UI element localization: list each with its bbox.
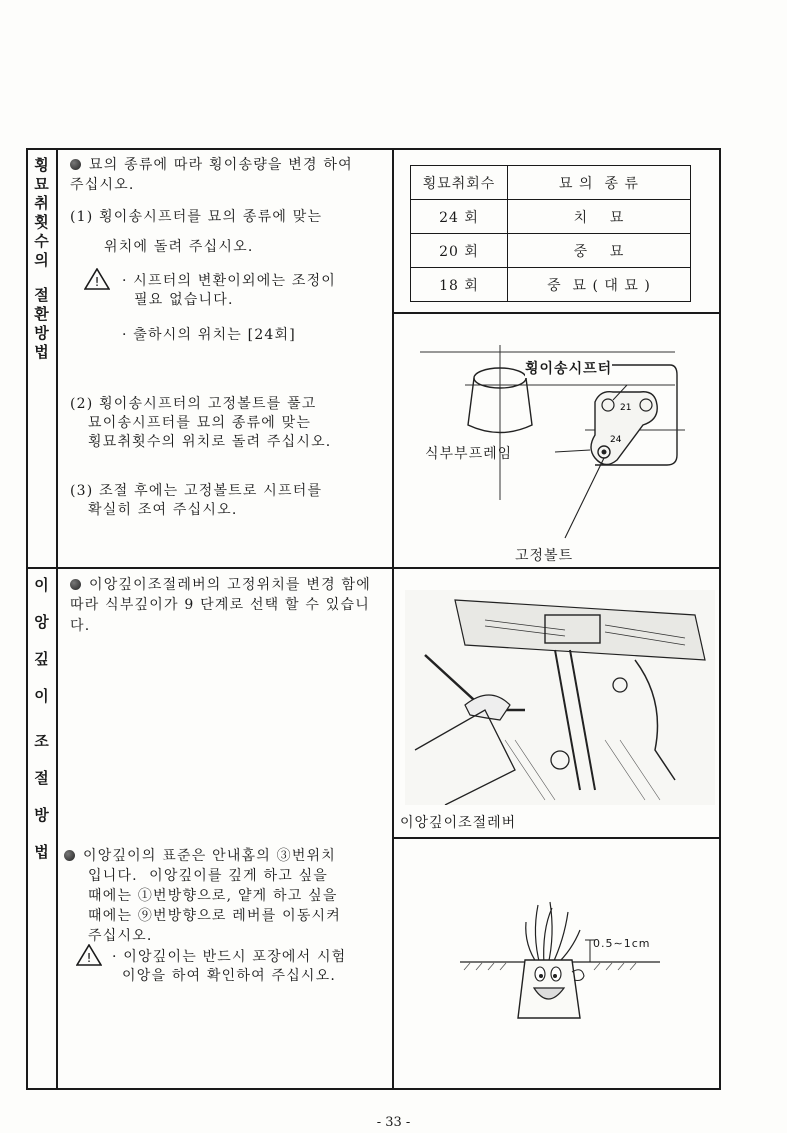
depth-label: 0.5∼1cm xyxy=(593,937,651,950)
title-char: 묘 xyxy=(34,175,49,193)
title-char: 횡 xyxy=(34,156,49,174)
title-char: 수 xyxy=(34,232,49,250)
title-char: 이 xyxy=(34,576,49,594)
warning-icon xyxy=(76,944,102,966)
table-cell: 중 묘 xyxy=(508,234,691,268)
bullet2-line4: 때에는 ⑨번방향으로 레버를 이동시켜 xyxy=(88,908,342,924)
table-header: 횡묘취회수 xyxy=(411,166,508,200)
step1-line1: (1) 횡이송시프터를 묘의 종류에 맞는 xyxy=(70,209,323,225)
plant-type-table xyxy=(410,165,691,302)
planting-depth-illustration xyxy=(460,900,660,1050)
title-char: 절 xyxy=(34,769,49,787)
table-row xyxy=(411,234,691,268)
section2-note-line1: · 이앙깊이는 반드시 포장에서 시험 xyxy=(112,949,347,965)
table-cell: 24 회 xyxy=(411,200,508,234)
table-header: 묘 의 종 류 xyxy=(508,166,691,200)
title-char: 방 xyxy=(34,806,49,824)
shifter-number-24: 24 xyxy=(610,435,622,445)
step2-line1: (2) 횡이송시프터의 고정볼트를 풀고 xyxy=(70,396,317,412)
note2: · 출하시의 위치는 [24회] xyxy=(122,327,296,343)
bullet-icon xyxy=(64,850,75,861)
step3-line2: 확실히 조여 주십시오. xyxy=(88,502,238,518)
table-cell: 20 회 xyxy=(411,234,508,268)
bullet2-line5: 주십시오. xyxy=(88,928,153,944)
title-column-divider xyxy=(56,149,58,1089)
bullet2-line2: 입니다. 이앙깊이를 깊게 하고 싶을 xyxy=(88,868,329,884)
note1-line1: · 시프터의 변환이외에는 조정이 xyxy=(122,273,337,289)
title-char: 이 xyxy=(34,687,49,705)
depth-lever-illustration xyxy=(405,590,715,805)
table-cell: 치 묘 xyxy=(508,200,691,234)
shifter-number-21: 21 xyxy=(620,403,632,413)
frame-label: 식부부프레임 xyxy=(425,446,513,462)
step3-line1: (3) 조절 후에는 고정볼트로 시프터를 xyxy=(70,483,323,499)
title-char: 절 xyxy=(34,286,49,304)
svg-text:!: ! xyxy=(86,951,92,965)
title-char: 취 xyxy=(34,194,49,212)
bolt-label: 고정볼트 xyxy=(515,548,574,564)
note1-line2: 필요 없습니다. xyxy=(134,292,234,308)
title-char: 깊 xyxy=(34,650,49,668)
bullet2-line3: 때에는 ①번방향으로, 얕게 하고 싶을 xyxy=(88,888,338,904)
table-cell: 18 회 xyxy=(411,268,508,302)
table-row xyxy=(411,268,691,302)
svg-text:!: ! xyxy=(94,275,100,289)
page-number: - 33 - xyxy=(376,1115,411,1130)
step2-line2: 묘이송시프터를 묘의 종류에 맞는 xyxy=(88,415,312,431)
section2-note-line2: 이앙을 하여 확인하여 주십시오. xyxy=(122,968,337,984)
lever-caption: 이앙깊이조절레버 xyxy=(400,815,517,831)
title-char: 법 xyxy=(34,843,49,861)
title-char: 앙 xyxy=(34,613,49,631)
figure-divider-2 xyxy=(393,837,720,839)
shifter-label: 횡이송시프터 xyxy=(525,358,612,378)
section2-bullet2: 이앙깊이의 표준은 안내홈의 ③번위치 xyxy=(64,846,394,866)
title-char: 횟 xyxy=(34,213,49,231)
section1-bullet: 묘의 종류에 따라 횡이송량을 변경 하여 주십시오. xyxy=(70,157,353,194)
bullet-icon xyxy=(70,579,81,590)
section2-bullet1: 이앙깊이조절레버의 고정위치를 변경 함에 따라 식부깊이가 9 단계로 선택 할 수 있습니다. xyxy=(70,577,371,634)
step1-line2: 위치에 돌려 주십시오. xyxy=(104,239,254,255)
title-char: 환 xyxy=(34,305,49,323)
section-divider xyxy=(27,567,720,569)
figure-column-divider xyxy=(392,149,394,1089)
title-char: 의 xyxy=(34,251,49,269)
table-header-row xyxy=(411,166,691,200)
section1-title xyxy=(27,158,56,360)
bullet-icon xyxy=(70,159,81,170)
warning-icon xyxy=(84,268,110,290)
title-char: 조 xyxy=(34,732,49,750)
figure-divider-1 xyxy=(393,312,720,314)
title-char: 법 xyxy=(34,343,49,361)
table-row xyxy=(411,200,691,234)
step2-line3: 횡묘취횟수의 위치로 돌려 주십시오. xyxy=(88,434,332,450)
title-char: 방 xyxy=(34,324,49,342)
table-cell: 중 묘 ( 대 묘 ) xyxy=(508,268,691,302)
section2-title xyxy=(27,578,56,860)
